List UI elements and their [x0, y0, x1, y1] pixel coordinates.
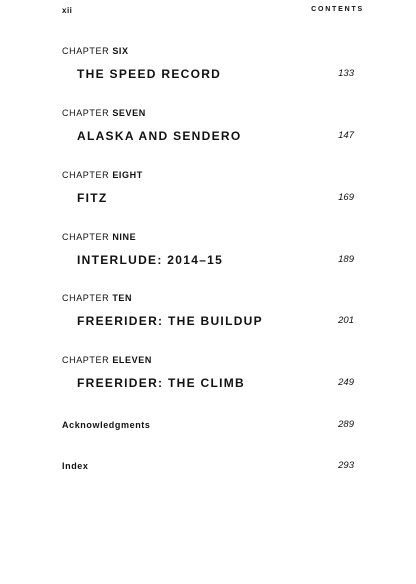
page-number: 201 [338, 315, 354, 326]
chapter-label [62, 293, 354, 304]
page-number: 189 [338, 254, 354, 265]
chapter-label [62, 232, 354, 243]
chapter-label-word: CHAPTER [62, 293, 110, 303]
chapter-label [62, 46, 354, 57]
chapter-label-word: CHAPTER [62, 232, 110, 242]
back-matter-title: Acknowledgments [62, 420, 151, 430]
chapter-title: FREERIDER: THE CLIMB [77, 376, 245, 390]
chapter-label [62, 170, 354, 181]
folio: xii [62, 6, 73, 15]
chapter-label [62, 355, 354, 366]
chapter-label-word: CHAPTER [62, 355, 110, 365]
chapter-label-word: CHAPTER [62, 170, 110, 180]
toc-entry-chapter-eleven[interactable] [62, 355, 354, 391]
chapter-number: ELEVEN [112, 355, 152, 365]
chapter-number: TEN [112, 293, 133, 303]
toc-entry-acknowledgments[interactable] [62, 419, 354, 431]
chapter-number: NINE [112, 232, 137, 242]
back-matter-title: Index [62, 461, 89, 471]
chapter-label-word: CHAPTER [62, 46, 110, 56]
chapter-title: INTERLUDE: 2014–15 [77, 253, 224, 267]
chapter-number: SIX [112, 46, 129, 56]
toc-entry-index[interactable] [62, 460, 354, 472]
running-head: CONTENTS [311, 6, 364, 13]
chapter-title: FREERIDER: THE BUILDUP [77, 314, 263, 328]
chapter-title: THE SPEED RECORD [77, 67, 222, 81]
page-number: 289 [338, 419, 354, 430]
chapter-label [62, 108, 354, 119]
chapter-number: EIGHT [112, 170, 143, 180]
page-number: 293 [338, 460, 354, 471]
toc-entry-chapter-ten[interactable] [62, 293, 354, 329]
page-number: 147 [338, 130, 354, 141]
chapter-title: ALASKA AND SENDERO [77, 129, 242, 143]
toc-entry-chapter-eight[interactable] [62, 170, 354, 206]
page-number: 169 [338, 192, 354, 203]
page-number: 133 [338, 68, 354, 79]
toc-entry-chapter-six[interactable] [62, 46, 354, 82]
toc-entry-chapter-nine[interactable] [62, 232, 354, 268]
chapter-label-word: CHAPTER [62, 108, 110, 118]
chapter-number: SEVEN [112, 108, 146, 118]
chapter-title: FITZ [77, 191, 108, 205]
toc-entry-chapter-seven[interactable] [62, 108, 354, 144]
page-number: 249 [338, 377, 354, 388]
